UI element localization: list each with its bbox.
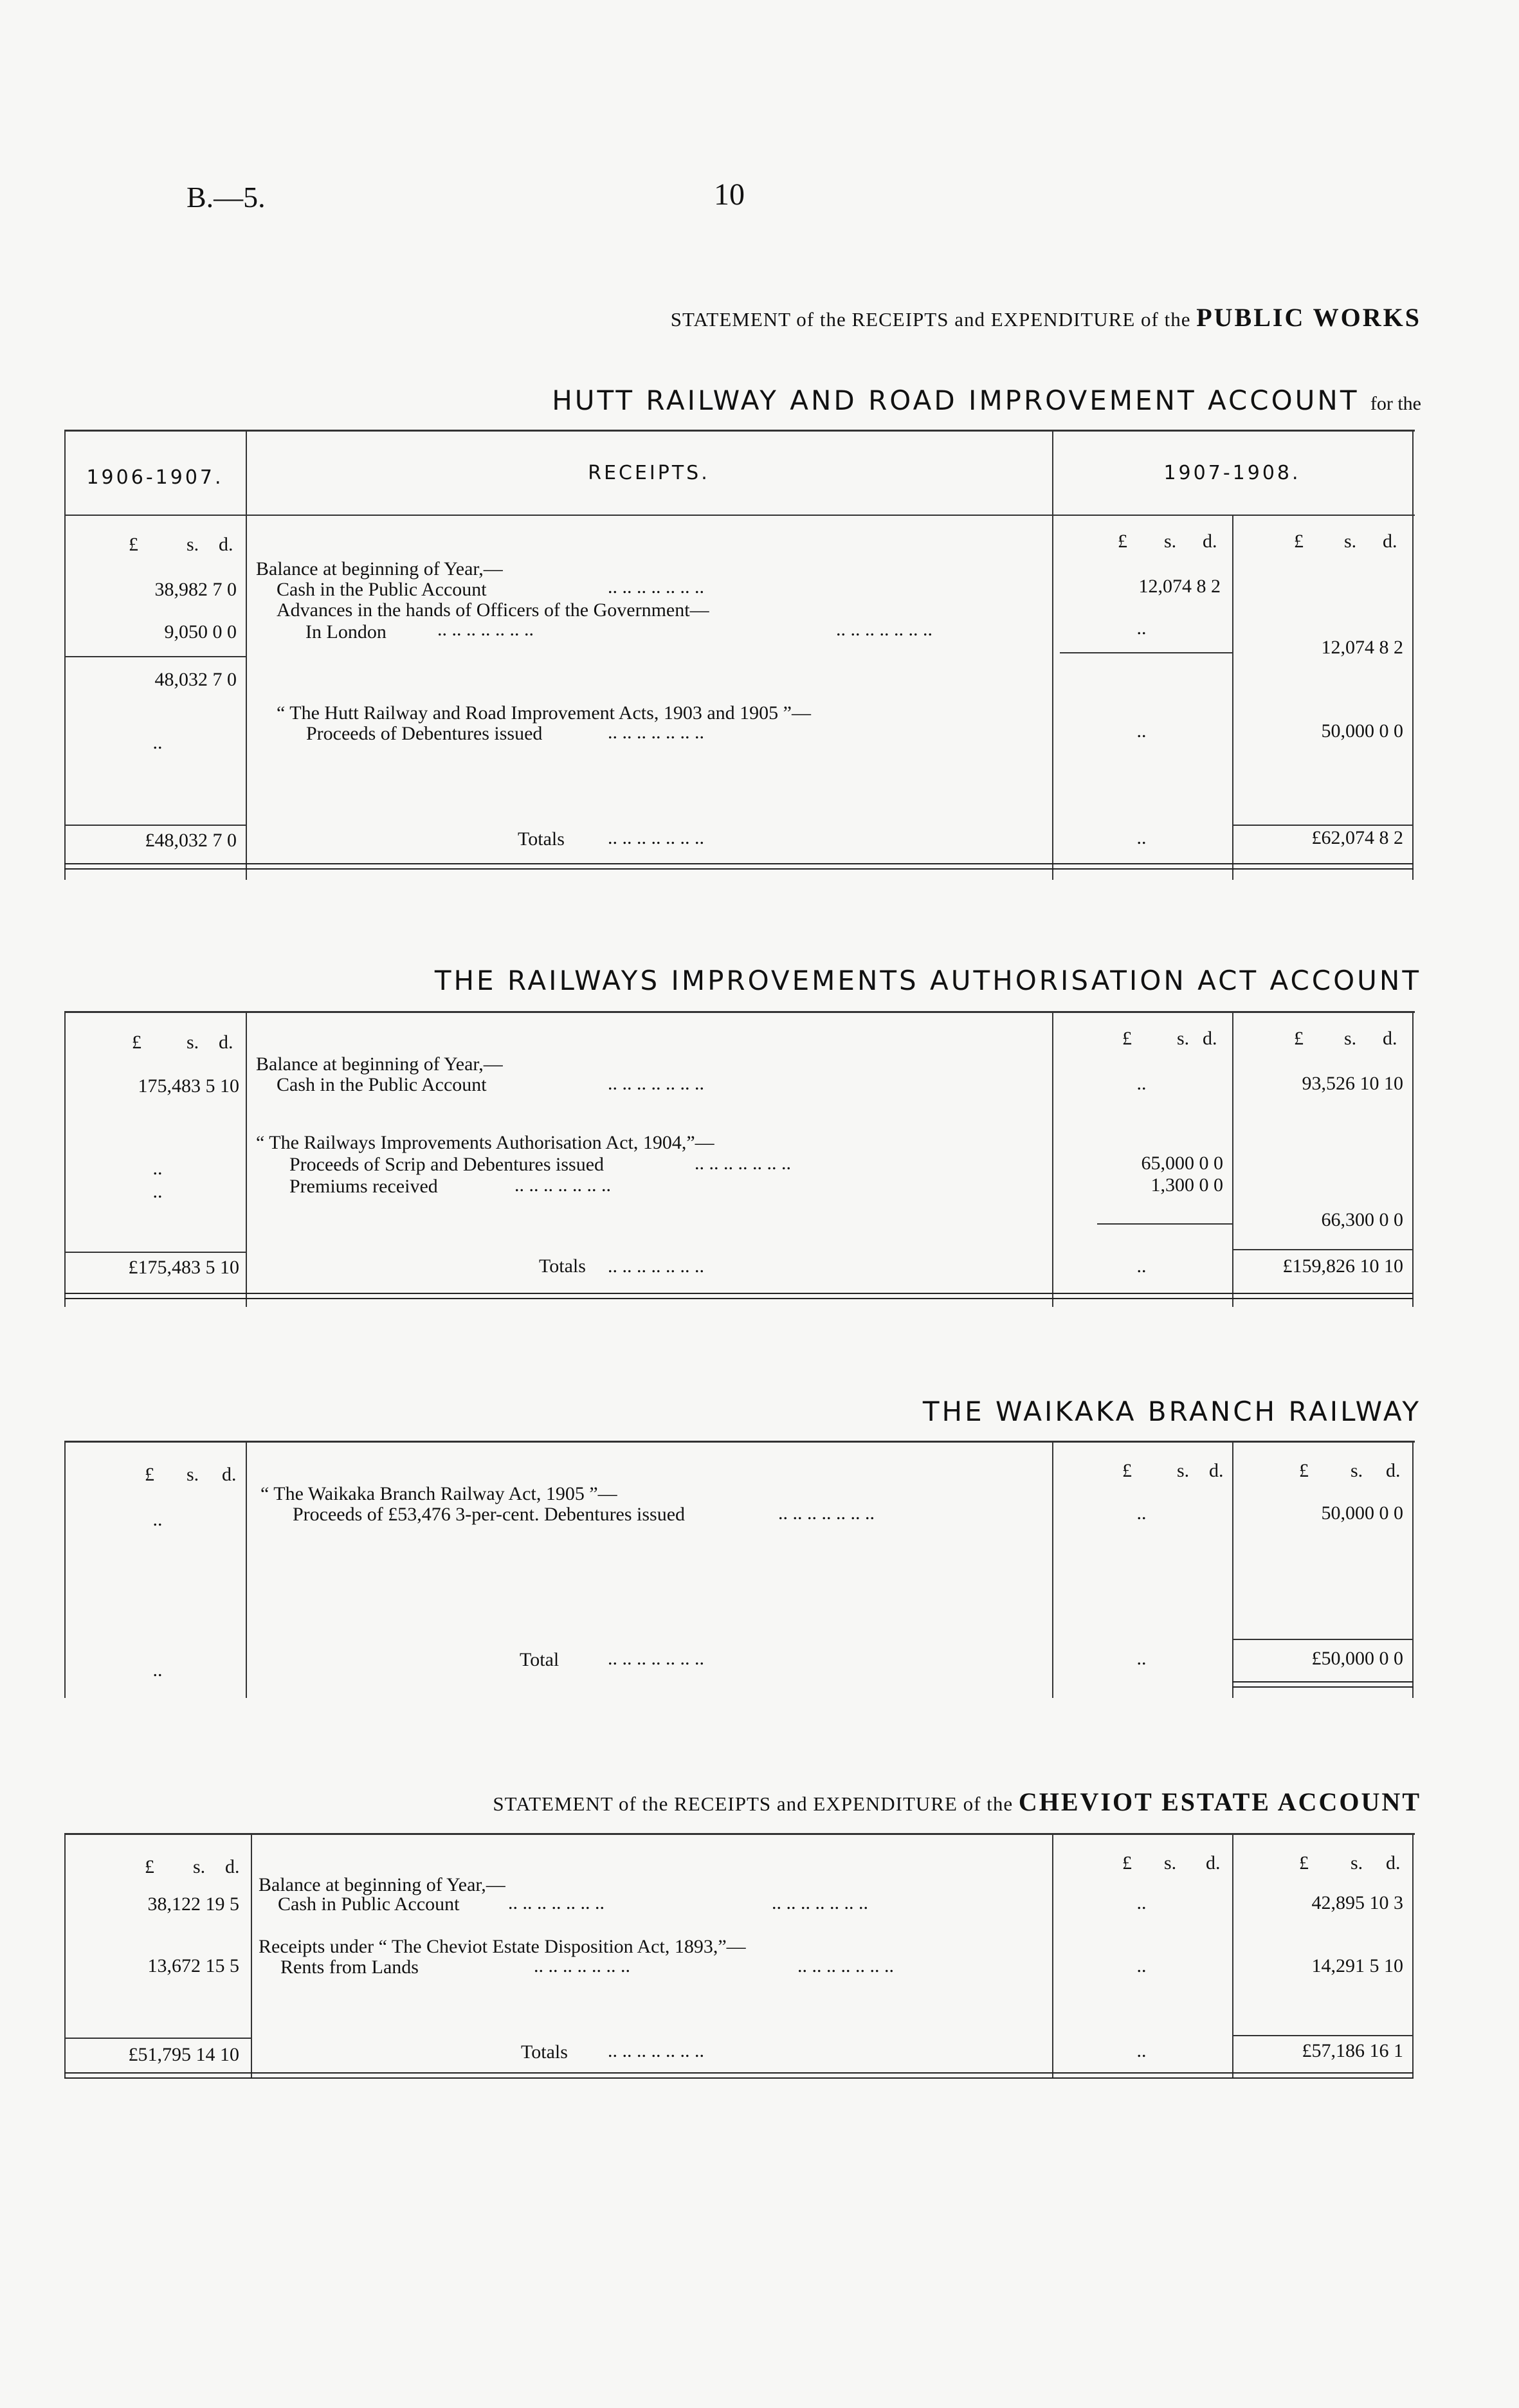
waikaka-lsd-a-s: s. — [1177, 1460, 1190, 1481]
rail-impr-total-a: .. — [1136, 1255, 1147, 1277]
waikaka-lsd-b-pound: £ — [1299, 1460, 1309, 1481]
waikaka-row-debentures-a: .. — [1136, 1502, 1147, 1524]
cheviot-heading-prefix: STATEMENT of the RECEIPTS and EXPENDITURE of the — [493, 1792, 1014, 1815]
cheviot-border-right — [1412, 1833, 1414, 2077]
rail-impr-total-left: £175,483 5 10 — [128, 1257, 239, 1278]
rail-impr-row-balance-label: Balance at beginning of Year,— — [256, 1054, 503, 1075]
hutt-lsd-b-d: d. — [1383, 531, 1397, 552]
hutt-lsd-left-pound: £ — [129, 534, 138, 555]
rail-impr-lsd-a-d: d. — [1203, 1028, 1217, 1049]
waikaka-total-left: .. — [152, 1659, 163, 1681]
hutt-row-london-label: In London — [305, 621, 387, 643]
waikaka-border-left — [64, 1441, 66, 1698]
hutt-col-divider-1 — [246, 430, 247, 880]
hutt-total-label: Totals — [518, 828, 565, 850]
hutt-top-rule — [64, 430, 1415, 432]
cheviot-lsd-a-pound: £ — [1122, 1852, 1132, 1874]
rail-impr-a-subtotal-rule — [1097, 1223, 1232, 1225]
waikaka-lsd-left-pound: £ — [145, 1464, 154, 1485]
rail-impr-row-scrip-label: Proceeds of Scrip and Debentures issued — [289, 1154, 605, 1175]
hutt-left-total-rule — [64, 825, 246, 826]
hutt-row-cash-a: 12,074 8 2 — [1138, 576, 1221, 597]
cheviot-row-cash-b: 42,895 10 3 — [1311, 1892, 1403, 1913]
hutt-lsd-b-pound: £ — [1294, 531, 1304, 552]
hutt-row-debentures-label: Proceeds of Debentures issued — [306, 723, 543, 744]
waikaka-row-debentures-b: 50,000 0 0 — [1321, 1502, 1403, 1524]
statement-heading — [489, 302, 1421, 333]
hutt-row-debentures-leader: .. .. .. .. .. .. .. — [608, 722, 704, 743]
hutt-col-curr-year: 1907-1908. — [1163, 462, 1301, 484]
hutt-title-suffix: for the — [1370, 393, 1421, 414]
waikaka-lsd-a-d: d. — [1209, 1460, 1224, 1481]
waikaka-row-debentures-left: .. — [152, 1509, 163, 1530]
rail-impr-bottom-double-rule — [64, 1293, 1414, 1299]
cheviot-lsd-b-d: d. — [1386, 1852, 1401, 1874]
hutt-row-cash-label: Cash in the Public Account — [277, 579, 487, 600]
hutt-lsd-left-d: d. — [219, 534, 233, 555]
cheviot-lsd-b-pound: £ — [1299, 1852, 1309, 1874]
rail-impr-row-scrip-leader: .. .. .. .. .. .. .. — [695, 1153, 791, 1174]
waikaka-total-leader: .. .. .. .. .. .. .. — [608, 1648, 704, 1669]
hutt-lsd-b-s: s. — [1344, 531, 1357, 552]
hutt-row-debentures-b: 50,000 0 0 — [1321, 720, 1403, 742]
rail-impr-lsd-a-pound: £ — [1122, 1028, 1132, 1049]
document-reference: B.—5. — [186, 181, 266, 214]
waikaka-col-divider-1 — [246, 1441, 247, 1698]
rail-impr-border-left — [64, 1011, 66, 1307]
rail-impr-total-label: Totals — [539, 1255, 586, 1277]
waikaka-bottom-double-rule — [1232, 1681, 1414, 1688]
cheviot-lsd-a-d: d. — [1206, 1852, 1221, 1874]
cheviot-border-left — [64, 1833, 66, 2077]
hutt-lsd-a-s: s. — [1164, 531, 1177, 552]
rail-impr-row-cash-b: 93,526 10 10 — [1302, 1073, 1403, 1094]
cheviot-row-rents-a: .. — [1136, 1955, 1147, 1976]
cheviot-total-label: Totals — [521, 2041, 568, 2063]
cheviot-row-receipts-label: Receipts under “ The Cheviot Estate Disposition Act, 1893,”— — [259, 1936, 746, 1957]
cheviot-total-left: £51,795 14 10 — [128, 2044, 239, 2065]
statement-heading-prefix: STATEMENT of the RECEIPTS and EXPENDITURE of the — [670, 308, 1191, 331]
rail-impr-row-premiums-a: 1,300 0 0 — [1151, 1174, 1223, 1196]
hutt-border-left — [64, 430, 66, 880]
hutt-row-balance-label: Balance at beginning of Year,— — [256, 558, 503, 579]
cheviot-left-total-rule — [64, 2038, 251, 2039]
waikaka-lsd-b-s: s. — [1351, 1460, 1363, 1481]
rail-impr-row-cash-label: Cash in the Public Account — [277, 1074, 487, 1095]
rail-impr-total-b: £159,826 10 10 — [1282, 1255, 1403, 1277]
hutt-row-debentures-left: .. — [152, 732, 163, 753]
rail-impr-row-premiums-label: Premiums received — [289, 1176, 438, 1197]
waikaka-title: THE WAIKAKA BRANCH RAILWAY — [922, 1396, 1421, 1427]
page-number: 10 — [714, 178, 745, 212]
hutt-row-london-leader-2: .. .. .. .. .. .. .. — [836, 619, 932, 640]
rail-impr-row-scrip-left: .. — [152, 1158, 163, 1179]
hutt-row-debentures-a: .. — [1136, 720, 1147, 742]
rail-impr-lsd-left-pound: £ — [132, 1032, 141, 1053]
cheviot-col-divider-1 — [251, 1833, 252, 2077]
waikaka-lsd-b-d: d. — [1386, 1460, 1401, 1481]
hutt-row-cash-left: 38,982 7 0 — [154, 579, 237, 600]
hutt-col-receipts: RECEIPTS. — [588, 462, 710, 484]
waikaka-lsd-a-pound: £ — [1122, 1460, 1132, 1481]
hutt-left-subtotal-rule — [64, 656, 246, 657]
cheviot-row-cash-leader-2: .. .. .. .. .. .. .. — [772, 1892, 868, 1913]
cheviot-row-rents-label: Rents from Lands — [280, 1957, 419, 1978]
hutt-lsd-a-d: d. — [1203, 531, 1217, 552]
rail-impr-lsd-b-pound: £ — [1294, 1028, 1304, 1049]
cheviot-lsd-left-pound: £ — [145, 1856, 154, 1877]
cheviot-heading — [334, 1787, 1421, 1817]
waikaka-total-label: Total — [520, 1649, 559, 1670]
rail-impr-top-rule — [64, 1011, 1415, 1013]
hutt-row-london-leader: .. .. .. .. .. .. .. — [437, 619, 534, 640]
statement-heading-emphasis: PUBLIC WORKS — [1196, 303, 1421, 332]
hutt-section-title — [450, 385, 1421, 416]
hutt-header-rule — [64, 515, 1415, 516]
rail-impr-row-subtotal-b: 66,300 0 0 — [1321, 1209, 1403, 1230]
cheviot-lsd-left-s: s. — [193, 1856, 206, 1877]
cheviot-row-rents-leader: .. .. .. .. .. .. .. — [534, 1955, 630, 1976]
hutt-a-subtotal-rule — [1060, 652, 1232, 653]
hutt-row-london-left: 9,050 0 0 — [164, 621, 237, 643]
cheviot-lsd-a-s: s. — [1164, 1852, 1177, 1874]
cheviot-row-rents-left: 13,672 15 5 — [147, 1955, 239, 1976]
rail-impr-row-cash-a: .. — [1136, 1073, 1147, 1094]
cheviot-row-rents-b: 14,291 5 10 — [1311, 1955, 1403, 1976]
waikaka-border-right — [1412, 1441, 1414, 1698]
rail-impr-row-scrip-a: 65,000 0 0 — [1141, 1153, 1223, 1174]
rail-impr-border-right — [1412, 1011, 1414, 1307]
rail-impr-row-premiums-left: .. — [152, 1181, 163, 1202]
cheviot-row-rents-leader-2: .. .. .. .. .. .. .. — [797, 1955, 894, 1976]
cheviot-row-balance-label: Balance at beginning of Year,— — [259, 1874, 505, 1895]
rail-impr-col-divider-1 — [246, 1011, 247, 1307]
rail-impr-title: THE RAILWAYS IMPROVEMENTS AUTHORISATION ACT ACCOUNT — [434, 965, 1421, 996]
hutt-lsd-a-pound: £ — [1118, 531, 1127, 552]
waikaka-col-divider-2 — [1052, 1441, 1053, 1698]
hutt-border-right — [1412, 430, 1414, 880]
cheviot-heading-emphasis: CHEVIOT ESTATE ACCOUNT — [1018, 1787, 1421, 1816]
hutt-row-subtotal-left: 48,032 7 0 — [154, 669, 237, 690]
waikaka-row-debentures-label: Proceeds of £53,476 3-per-cent. Debentures issued — [293, 1504, 686, 1525]
hutt-col-prev-year: 1906-1907. — [86, 466, 224, 489]
waikaka-row-debentures-leader: .. .. .. .. .. .. .. — [778, 1502, 875, 1524]
cheviot-col-divider-2 — [1052, 1833, 1053, 2077]
hutt-title: HUTT RAILWAY AND ROAD IMPROVEMENT ACCOUNT — [552, 385, 1360, 416]
hutt-total-leader: .. .. .. .. .. .. .. — [608, 827, 704, 848]
hutt-total-a: .. — [1136, 827, 1147, 848]
cheviot-row-cash-left: 38,122 19 5 — [147, 1893, 239, 1915]
waikaka-total-b: £50,000 0 0 — [1311, 1648, 1403, 1669]
hutt-total-b: £62,074 8 2 — [1311, 827, 1403, 848]
waikaka-lsd-left-s: s. — [186, 1464, 199, 1485]
cheviot-lsd-b-s: s. — [1351, 1852, 1363, 1874]
rail-impr-row-cash-left: 175,483 5 10 — [138, 1075, 239, 1097]
rail-impr-row-act-label: “ The Railways Improvements Authorisation Act, 1904,”— — [256, 1132, 714, 1153]
cheviot-total-b: £57,186 16 1 — [1302, 2040, 1403, 2061]
rail-impr-total-leader: .. .. .. .. .. .. .. — [608, 1255, 704, 1277]
hutt-total-left: £48,032 7 0 — [145, 830, 237, 851]
cheviot-row-cash-label: Cash in Public Account — [278, 1893, 460, 1915]
waikaka-total-a: .. — [1136, 1648, 1147, 1669]
rail-impr-lsd-a-s: s. — [1177, 1028, 1190, 1049]
rail-impr-left-total-rule — [64, 1252, 246, 1253]
cheviot-row-cash-leader: .. .. .. .. .. .. .. — [508, 1892, 605, 1913]
hutt-row-advances-label: Advances in the hands of Officers of the Government— — [277, 599, 709, 621]
hutt-row-act-label: “ The Hutt Railway and Road Improvement Acts, 1903 and 1905 ”— — [277, 702, 811, 724]
cheviot-total-leader: .. .. .. .. .. .. .. — [608, 2040, 704, 2061]
cheviot-row-cash-a: .. — [1136, 1892, 1147, 1913]
hutt-col-divider-2 — [1052, 430, 1053, 880]
hutt-bottom-double-rule — [64, 863, 1414, 870]
waikaka-col-divider-3 — [1232, 1441, 1233, 1698]
rail-impr-lsd-left-s: s. — [186, 1032, 199, 1053]
rail-impr-row-cash-leader: .. .. .. .. .. .. .. — [608, 1073, 704, 1094]
waikaka-top-rule — [64, 1441, 1415, 1443]
hutt-row-cash-leader: .. .. .. .. .. .. .. — [608, 576, 704, 597]
cheviot-bottom-double-rule — [64, 2072, 1414, 2079]
hutt-b-total-rule — [1232, 825, 1414, 826]
rail-impr-b-total-rule — [1232, 1249, 1414, 1250]
cheviot-b-total-rule — [1232, 2035, 1414, 2036]
rail-impr-lsd-b-s: s. — [1344, 1028, 1357, 1049]
cheviot-top-rule — [64, 1833, 1415, 1835]
rail-impr-row-premiums-leader: .. .. .. .. .. .. .. — [514, 1174, 611, 1196]
rail-impr-lsd-b-d: d. — [1383, 1028, 1397, 1049]
waikaka-row-act-label: “ The Waikaka Branch Railway Act, 1905 ”— — [260, 1483, 617, 1504]
rail-impr-lsd-left-d: d. — [219, 1032, 233, 1053]
waikaka-lsd-left-d: d. — [222, 1464, 237, 1485]
cheviot-total-a: .. — [1136, 2040, 1147, 2061]
cheviot-col-divider-3 — [1232, 1833, 1233, 2077]
rail-impr-col-divider-3 — [1232, 1011, 1233, 1307]
hutt-lsd-left-s: s. — [186, 534, 199, 555]
rail-impr-col-divider-2 — [1052, 1011, 1053, 1307]
cheviot-lsd-left-d: d. — [225, 1856, 240, 1877]
waikaka-b-total-rule — [1232, 1639, 1414, 1640]
hutt-row-london-a: .. — [1136, 617, 1147, 639]
hutt-row-subtotal-b: 12,074 8 2 — [1321, 637, 1403, 658]
